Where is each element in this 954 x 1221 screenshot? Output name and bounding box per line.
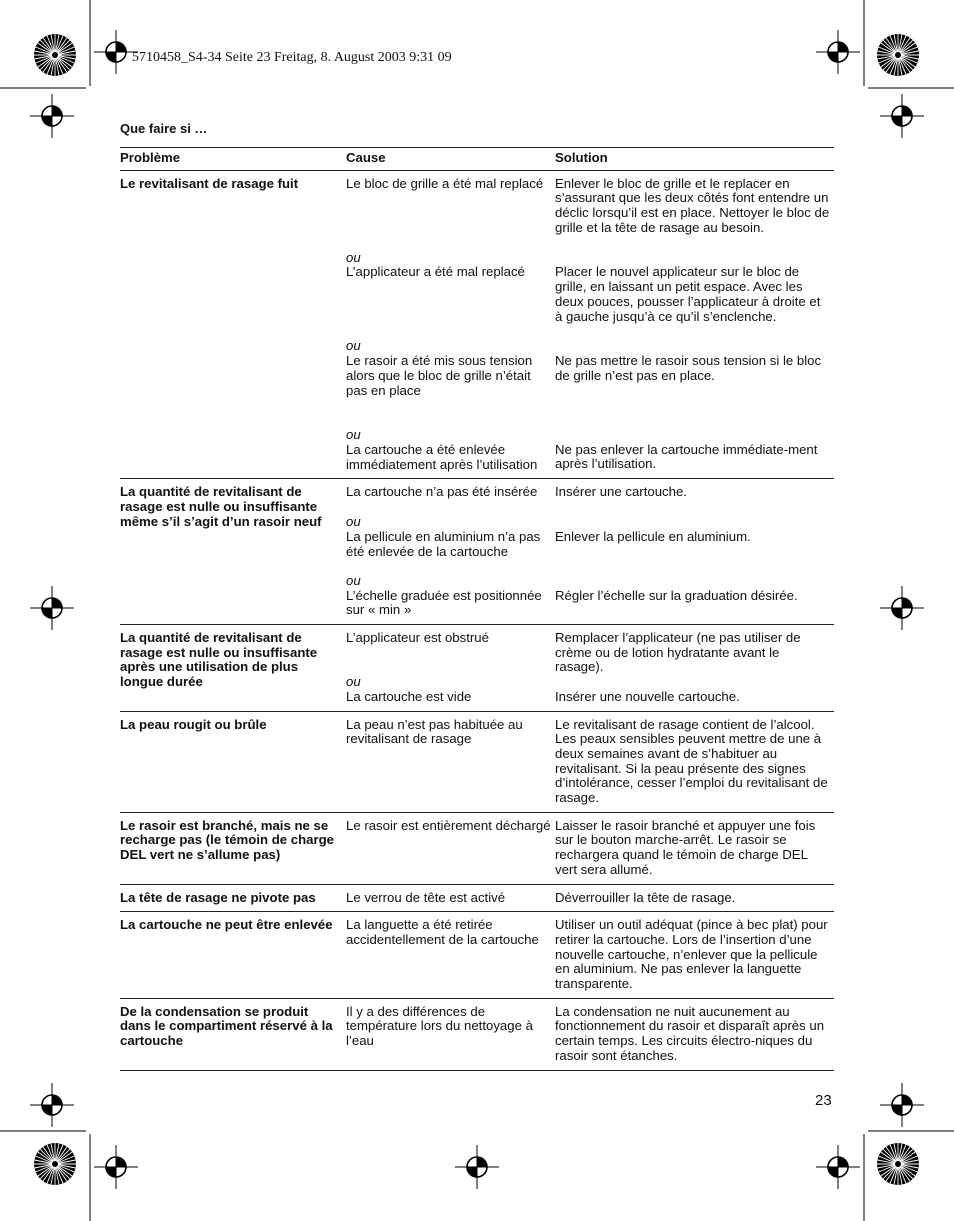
cause-text: Le verrou de tête est activé bbox=[346, 889, 506, 905]
table-header-row bbox=[120, 148, 834, 171]
cause-text: Le rasoir a été mis sous tension alors que le bloc de grille n’était pas en place bbox=[346, 353, 533, 398]
problem-cell: De la condensation se produit dans le compartiment réservé à la cartouche bbox=[120, 998, 346, 1070]
table-row bbox=[120, 170, 834, 479]
spacer bbox=[555, 574, 830, 589]
column-header-solution: Solution bbox=[555, 148, 834, 171]
cause-text: Le rasoir est entièrement déchargé bbox=[346, 817, 551, 833]
problem-cell: Le revitalisant de rasage fuit bbox=[120, 170, 346, 479]
solution-text: Insérer une cartouche. bbox=[555, 484, 687, 500]
solution-text: Remplacer l’applicateur (ne pas utiliser de crème ou de lotion hydratante avant le rasage). bbox=[555, 630, 801, 675]
cause-cell bbox=[346, 812, 555, 884]
solution-cell bbox=[555, 912, 834, 999]
cause-text: La languette a été retirée accidentellement de la cartouche bbox=[346, 917, 539, 947]
solution-text: Ne pas mettre le rasoir sous tension si le bloc de grille n’est pas en place. bbox=[555, 353, 822, 383]
problem-cell: Le rasoir est branché, mais ne se recharge pas (le témoin de charge DEL vert ne s’allume pas) bbox=[120, 812, 346, 884]
solution-text: Insérer une nouvelle cartouche. bbox=[555, 688, 740, 704]
solution-cell bbox=[555, 812, 834, 884]
problem-cell: La tête de rasage ne pivote pas bbox=[120, 884, 346, 912]
solution-text: La condensation ne nuit aucunement au fonctionnement du rasoir et disparaît après un certain temps. Les circuits électro-niques du rasoir sont étanches. bbox=[555, 1003, 825, 1063]
table-row bbox=[120, 812, 834, 884]
cause-cell bbox=[346, 884, 555, 912]
problem-cell: La cartouche ne peut être enlevée bbox=[120, 912, 346, 999]
solution-cell bbox=[555, 998, 834, 1070]
or-separator: ou bbox=[346, 514, 361, 530]
cause-text: Le bloc de grille a été mal replacé bbox=[346, 175, 544, 191]
spacer bbox=[555, 428, 830, 443]
problem-cell: La quantité de revitalisant de rasage est nulle ou insuffisante après une utilisation de plus longue durée bbox=[120, 625, 346, 712]
page-number: 23 bbox=[815, 1092, 832, 1109]
cause-text: La cartouche n’a pas été insérée bbox=[346, 484, 538, 500]
solution-text: Le revitalisant de rasage contient de l’alcool. Les peaux sensibles peuvent mettre de une à deux semaines avant de s’habituer au revitalisant. Si la peau présente des signes d’intolérance, cesser l’emploi du revitalisant de rasage. bbox=[555, 716, 828, 806]
cause-cell bbox=[346, 170, 555, 479]
table-row bbox=[120, 998, 834, 1070]
table-row bbox=[120, 479, 834, 625]
spacer bbox=[555, 339, 830, 354]
table-row bbox=[120, 711, 834, 812]
cause-text: L’applicateur a été mal replacé bbox=[346, 264, 525, 280]
problem-cell: La peau rougit ou brûle bbox=[120, 711, 346, 812]
table-row bbox=[120, 884, 834, 912]
solution-text: Ne pas enlever la cartouche immédiate-ment après l’utilisation. bbox=[555, 441, 818, 472]
troubleshooting-table bbox=[120, 147, 834, 1071]
cause-cell bbox=[346, 711, 555, 812]
cause-cell bbox=[346, 479, 555, 625]
or-separator: ou bbox=[346, 572, 361, 588]
solution-text: Laisser le rasoir branché et appuyer une fois sur le bouton marche-arrêt. Le rasoir se rechargera quand le témoin de charge DEL vert sera allumé. bbox=[555, 817, 816, 877]
cause-text: L’applicateur est obstrué bbox=[346, 630, 489, 646]
cause-text: L’échelle graduée est positionnée sur « min » bbox=[346, 587, 542, 618]
solution-text: Placer le nouvel applicateur sur le bloc de grille, en laissant un petit espace. Avec les deux pouces, pousser l’applicateur à droite et à gauche jusqu’à ce qu’il s’enclenche. bbox=[555, 264, 821, 324]
solution-text: Enlever le bloc de grille et le replacer en s’assurant que les deux côtés font entendre un déclic lorsqu’il est en place. Nettoyer le bloc de grille et la tête de rasage au besoin. bbox=[555, 175, 830, 235]
table-row bbox=[120, 625, 834, 712]
cause-cell bbox=[346, 998, 555, 1070]
table-row bbox=[120, 912, 834, 999]
solution-text: Utiliser un outil adéquat (pince à bec plat) pour retirer la cartouche. Lors de l’insertion d’une nouvelle cartouche, n’enlever que la pellicule en aluminium. Ne pas enlever la languette transparente. bbox=[555, 917, 828, 992]
cause-cell bbox=[346, 625, 555, 712]
column-header-cause: Cause bbox=[346, 148, 555, 171]
solution-cell bbox=[555, 479, 834, 625]
solution-cell bbox=[555, 170, 834, 479]
or-separator: ou bbox=[346, 249, 361, 265]
or-separator: ou bbox=[346, 674, 361, 690]
solution-cell bbox=[555, 625, 834, 712]
solution-text: Déverrouiller la tête de rasage. bbox=[555, 889, 736, 905]
cause-text: La cartouche a été enlevée immédiatement après l’utilisation bbox=[346, 441, 538, 472]
spacer bbox=[555, 251, 830, 266]
cause-text: Il y a des différences de température lors du nettoyage à l’eau bbox=[346, 1003, 533, 1049]
print-slug: 5710458_S4-34 Seite 23 Freitag, 8. August 2003 9:31 09 bbox=[132, 50, 452, 65]
cause-text: La peau n’est pas habituée au revitalisant de rasage bbox=[346, 716, 523, 747]
spacer bbox=[555, 675, 830, 690]
or-separator: ou bbox=[346, 338, 361, 354]
cause-cell bbox=[346, 912, 555, 999]
cause-text: La cartouche est vide bbox=[346, 688, 472, 704]
solution-text: Enlever la pellicule en aluminium. bbox=[555, 528, 751, 544]
spacer bbox=[555, 515, 830, 530]
problem-cell: La quantité de revitalisant de rasage est nulle ou insuffisante même s’il s’agit d’un rasoir neuf bbox=[120, 479, 346, 625]
section-title: Que faire si … bbox=[120, 121, 208, 136]
solution-cell bbox=[555, 884, 834, 912]
solution-text: Régler l’échelle sur la graduation désirée. bbox=[555, 587, 798, 603]
column-header-problem: Problème bbox=[120, 148, 346, 171]
solution-cell bbox=[555, 711, 834, 812]
or-separator: ou bbox=[346, 427, 361, 443]
cause-text: La pellicule en aluminium n’a pas été enlevée de la cartouche bbox=[346, 528, 541, 559]
